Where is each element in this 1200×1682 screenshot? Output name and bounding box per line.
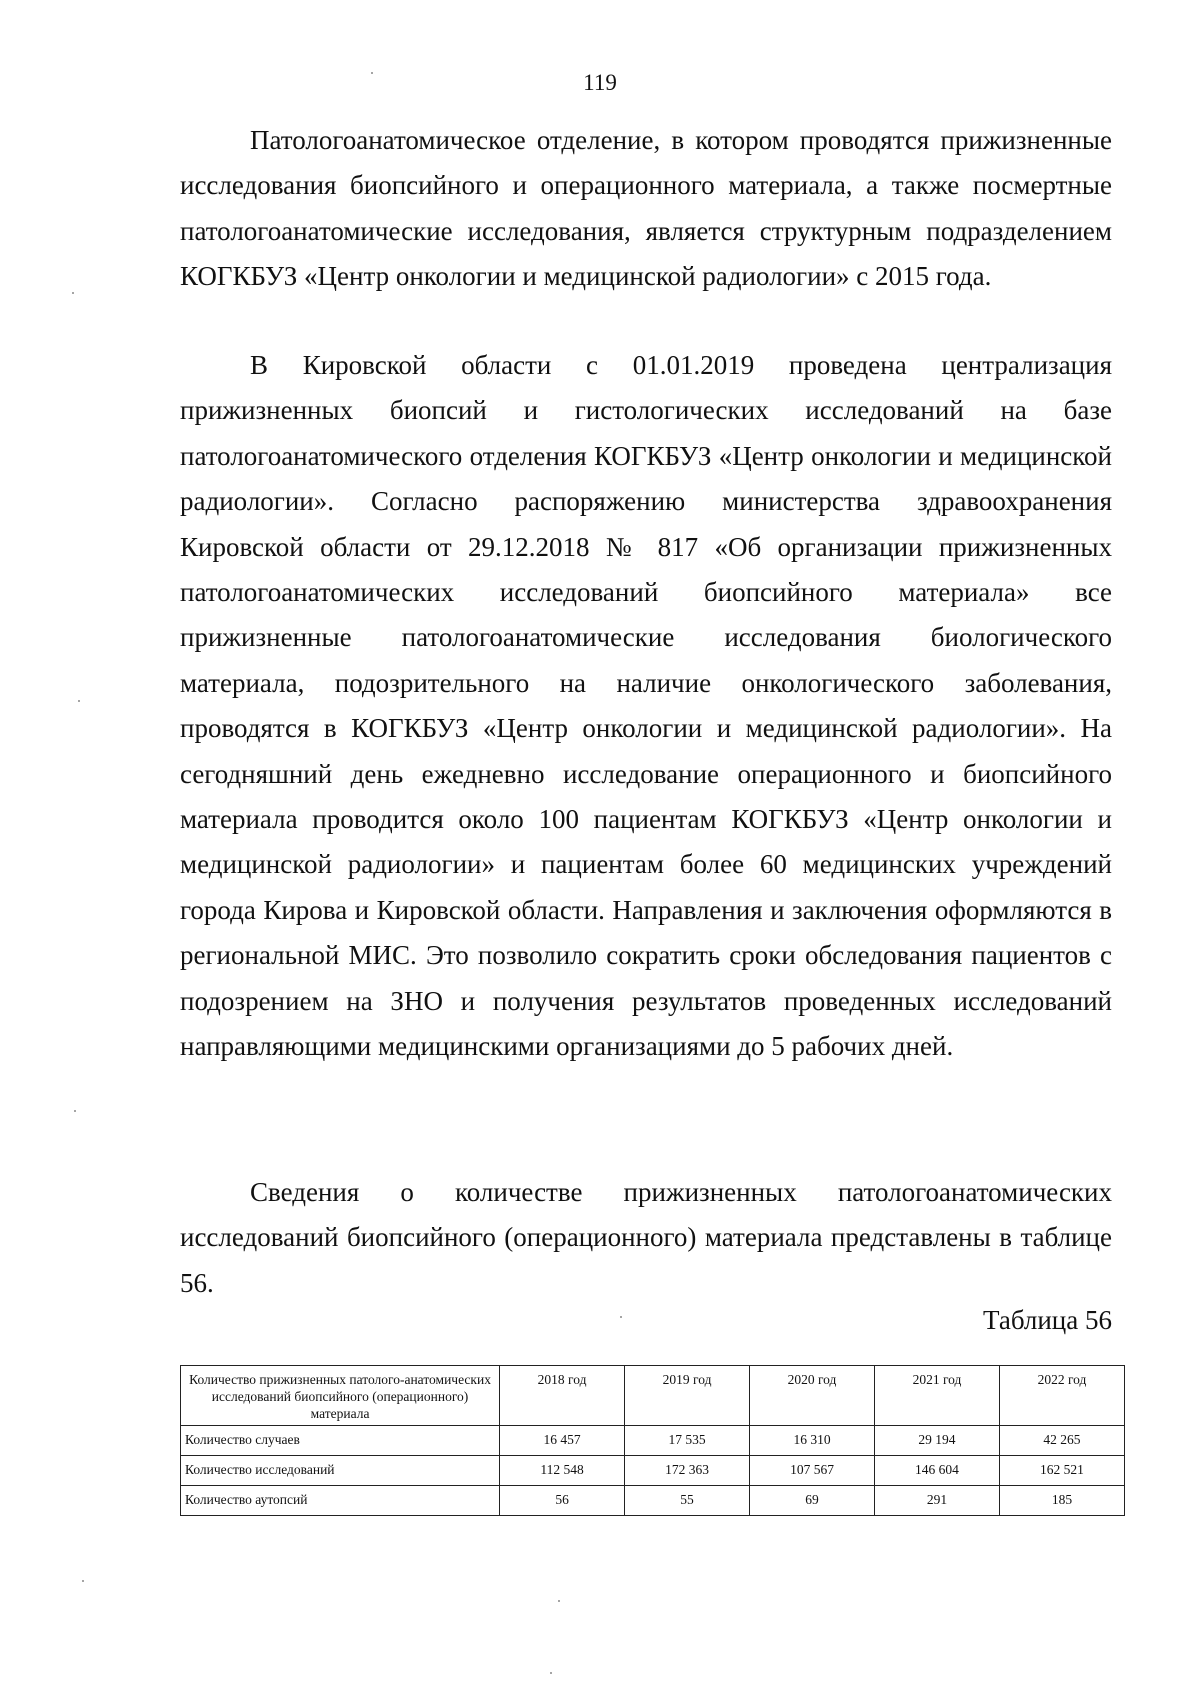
table-row-autopsies [181,1486,1125,1516]
cell-value: 146 604 [875,1456,1000,1486]
header-label-cell: Количество прижизненных патолого-анатомических исследований биопсийного (операционного) материала [181,1366,500,1426]
cell-value: 16 310 [750,1426,875,1456]
scan-speck [371,72,373,74]
scan-speck [550,1672,552,1674]
cell-value: 55 [625,1486,750,1516]
scan-speck [72,292,74,294]
row-label: Количество аутопсий [181,1486,500,1516]
scan-speck [82,1580,84,1582]
cell-value: 42 265 [999,1426,1124,1456]
scan-speck [558,1600,560,1602]
paragraph-3 [180,1170,1112,1306]
cell-value: 172 363 [625,1456,750,1486]
row-label: Количество случаев [181,1426,500,1456]
paragraph-1 [180,118,1112,300]
table-header-row [181,1366,1125,1426]
paragraph-text: В Кировской области с 01.01.2019 проведена централизация прижизненных биопсий и гистологических исследований на базе патологоанатомического отделения КОГКБУЗ «Центр онкологии и медицинской радиологии». Согласно распоряжению министерства здравоохранения Кировской области от 29.12.2018 № 817 «Об организации прижизненных патологоанатомических исследований биопсийного материала» все прижизненные патологоанатомические исследования биологического материала, подозрительного на наличие онкологического заболевания, проводятся в КОГКБУЗ «Центр онкологии и медицинской радиологии». На сегодняшний день ежедневно исследование операционного и биопсийного материала проводится около 100 пациентам КОГКБУЗ «Центр онкологии и медицинской радиологии» и пациентам более 60 медицинских учреждений города Кирова и Кировской области. Направления и заключения оформляются в региональной МИС. Это позволило сократить сроки обследования пациентов с подозрением на ЗНО и получения результатов проведенных исследований направляющими медицинскими организациями до 5 рабочих дней. [180,350,1112,1062]
scan-speck [620,1316,622,1318]
row-label: Количество исследований [181,1456,500,1486]
table-caption: Таблица 56 [983,1305,1112,1335]
cell-value: 17 535 [625,1426,750,1456]
cell-value: 112 548 [500,1456,625,1486]
cell-value: 69 [750,1486,875,1516]
cell-value: 29 194 [875,1426,1000,1456]
cell-value: 291 [875,1486,1000,1516]
table-row-studies [181,1456,1125,1486]
header-year-2020: 2020 год [750,1366,875,1426]
paragraph-2 [180,343,1112,1070]
cell-value: 107 567 [750,1456,875,1486]
scan-speck [78,700,80,702]
cell-value: 16 457 [500,1426,625,1456]
header-year-2022: 2022 год [999,1366,1124,1426]
page-number: 119 [583,70,617,95]
cell-value: 56 [500,1486,625,1516]
cell-value: 185 [999,1486,1124,1516]
header-year-2019: 2019 год [625,1366,750,1426]
header-year-2018: 2018 год [500,1366,625,1426]
statistics-table [180,1365,1125,1516]
header-year-2021: 2021 год [875,1366,1000,1426]
paragraph-text: Патологоанатомическое отделение, в котором проводятся прижизненные исследования биопсийного и операционного материала, а также посмертные патологоанатомические исследования, является структурным подразделением КОГКБУЗ «Центр онкологии и медицинской радиологии» с 2015 года. [180,125,1112,292]
paragraph-text: Сведения о количестве прижизненных патологоанатомических исследований биопсийного (операционного) материала представлены в таблице 56. [180,1177,1112,1298]
cell-value: 162 521 [999,1456,1124,1486]
table-row-cases [181,1426,1125,1456]
scan-speck [74,1110,76,1112]
